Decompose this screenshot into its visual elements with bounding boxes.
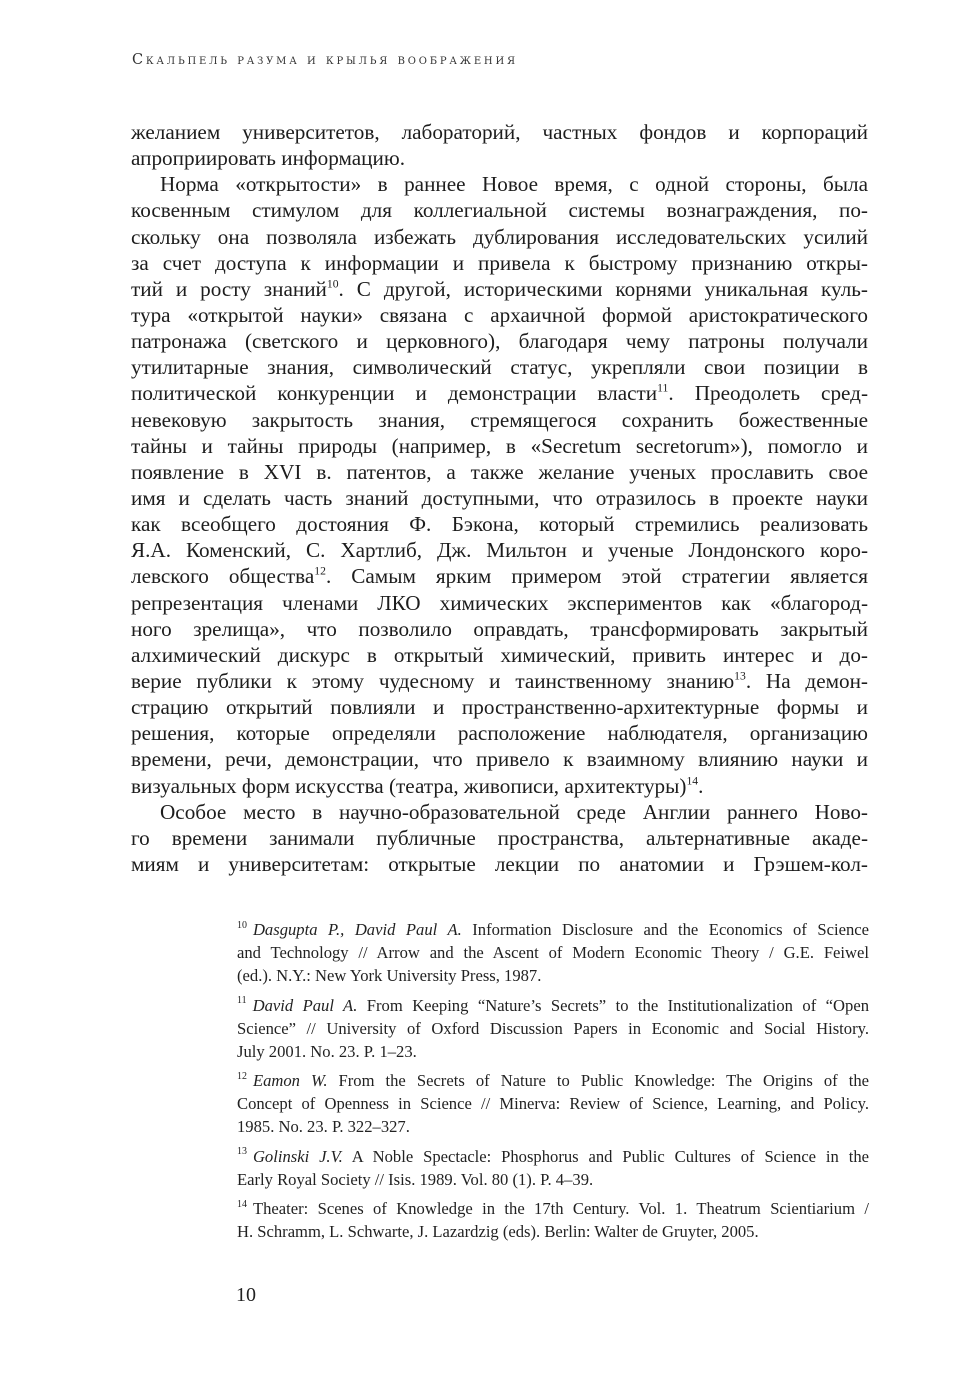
text-line [131, 799, 868, 825]
text-run: . [698, 773, 704, 798]
footnote-ref: 12 [314, 564, 326, 578]
text-run: H. Schramm, L. Schwarte, J. Lazardzig (eds). Berlin: Walter de Gruyter, 2005. [237, 1222, 759, 1241]
footnote [237, 918, 869, 987]
text-run: . С другой, историческими корнями уникальная куль- [338, 276, 868, 301]
text-run: скольку она позволяла избежать дублирования исследовательских усилий [131, 224, 868, 249]
text-line [131, 171, 868, 197]
footnote-line [237, 1168, 869, 1191]
text-run: ного зрелища», что позволило оправдать, трансформировать закрытый [131, 616, 868, 641]
text-line [131, 197, 868, 223]
text-run: 1985. No. 23. P. 322–327. [237, 1117, 410, 1136]
text-line [131, 485, 868, 511]
text-run: патронажа (светского и церковного), благодаря чему патроны получали [131, 329, 868, 354]
footnote-ref: 12 [237, 1070, 247, 1082]
footnote-line [237, 941, 869, 964]
text-line [131, 224, 868, 250]
text-run: желанием университетов, лабораторий, частных фондов и корпораций [131, 120, 868, 144]
text-run: . Преодолеть сред- [668, 381, 868, 406]
text-line [131, 642, 868, 668]
text-run: Concept of Openness in Science // Minerva: Review of Science, Learning, and Policy. [237, 1094, 869, 1113]
footnote-author: Dasgupta P., David Paul A. [252, 920, 462, 939]
text-line [131, 773, 868, 799]
text-run: страцию открытий повлияли и пространственно-архитектурные формы и [131, 695, 868, 720]
text-line [131, 380, 868, 406]
text-run: Норма «открытости» в раннее Новое время, с одной стороны, была [160, 172, 868, 197]
footnote-author: Golinski J.V. [252, 1146, 343, 1166]
text-line [131, 537, 868, 563]
text-run: алхимический дискурс в открытый химический, привить интерес и до- [131, 642, 868, 667]
text-run: имя и сделать часть знаний доступными, что отразилось в проекте науки [131, 485, 868, 510]
text-run: решения, которые определяли расположение наблюдателя, организацию [131, 721, 868, 746]
text-run: (ed.). N.Y.: New York University Press, 1987. [237, 966, 542, 985]
text-run: Science” // University of Oxford Discussion Papers in Economic and Social History. [237, 1018, 869, 1038]
footnote-author: David Paul A. [252, 995, 358, 1015]
footnotes [237, 918, 869, 1250]
text-run: тайны и тайны природы (например, в «Secretum secretorum»), помогло и [131, 433, 868, 458]
footnote-line [237, 1197, 869, 1220]
text-run: го времени занимали публичные пространства, альтернативные акаде- [131, 825, 868, 850]
text-run: Особое место в научно-образовательной среде Англии раннего Ново- [160, 799, 868, 824]
text-line [131, 694, 868, 720]
page-number: 10 [236, 1284, 256, 1306]
text-line [131, 250, 868, 276]
text-run: за счет доступа к информации и привела к быстрому признанию откры- [131, 250, 868, 275]
text-run: невековую закрытость знания, стремящегося сохранить божественные [131, 407, 868, 432]
text-run: как всеобщего достояния Ф. Бэкона, который стремились реализовать [131, 512, 868, 537]
text-line [131, 668, 868, 694]
text-run: Early Royal Society // Isis. 1989. Vol. 80 (1). P. 4–39. [237, 1169, 594, 1189]
text-run: визуальных форм искусства (театра, живописи, архитектуры) [131, 773, 687, 798]
footnote-line [237, 994, 869, 1017]
text-run: . Самым ярким примером этой стратегии является [325, 564, 868, 589]
text-line [131, 825, 868, 851]
footnote-line [237, 1220, 869, 1243]
text-line [131, 851, 868, 877]
text-run: левского общества [131, 564, 315, 589]
text-line [131, 302, 868, 328]
text-line [131, 746, 868, 772]
text-line [131, 276, 868, 302]
footnote-line [237, 1040, 869, 1063]
text-line [131, 328, 868, 354]
text-run: and Technology // Arrow and the Ascent of Modern Economic Theory / G.E. Feiwel [237, 943, 869, 962]
text-run: верие публики к этому чудесному и таинственному знанию [131, 668, 735, 693]
text-run: появление в XVI в. патентов, а также желание ученых прославить свое [131, 459, 868, 484]
text-run: утилитарные знания, символический статус, укрепляли свои позиции в [131, 355, 868, 380]
text-line [131, 145, 868, 171]
footnote-ref: 14 [686, 773, 699, 787]
footnote-line [237, 1145, 869, 1168]
text-run: времени, речи, демонстрации, что привело к взаимному влиянию науки и [131, 747, 868, 772]
footnote-line [237, 1092, 869, 1115]
footnote-ref: 13 [734, 669, 746, 683]
text-run: миям и университетам: открытые лекции по анатомии и Грэшем-кол- [131, 851, 868, 876]
text-line [131, 511, 868, 537]
text-run: репрезентация членами ЛКО химических экспериментов как «благород- [131, 590, 868, 615]
text-run: тий и росту знаний [131, 276, 327, 301]
footnote-ref: 10 [326, 277, 339, 291]
footnote-author: Eamon W. [252, 1071, 328, 1090]
text-run: From Keeping “Nature’s Secrets” to the Institutionalization of “Open [357, 995, 869, 1015]
text-run: Theater: Scenes of Knowledge in the 17th Century. Vol. 1. Theatrum Scientiarium / [252, 1199, 869, 1218]
text-run: косвенным стимулом для коллегиальной системы вознаграждения, по- [131, 198, 868, 223]
footnote-line [237, 1069, 869, 1092]
text-line [131, 354, 868, 380]
footnote-line [237, 1115, 869, 1138]
text-line [131, 563, 868, 589]
footnote-ref: 13 [237, 1146, 247, 1158]
footnote-line [237, 964, 869, 987]
text-line [131, 720, 868, 746]
running-head: Скальпель разума и крылья воображения [132, 52, 518, 68]
text-run: July 2001. No. 23. P. 1–23. [237, 1041, 417, 1061]
footnote-ref: 11 [237, 995, 247, 1007]
text-line [131, 119, 868, 145]
text-run: From the Secrets of Nature to Public Knowledge: The Origins of the [327, 1071, 869, 1090]
text-run: тура «открытой науки» связана с архаичной формой аристократического [131, 302, 868, 327]
text-line [131, 459, 868, 485]
text-run: Я.А. Коменский, С. Хартлиб, Дж. Мильтон и ученые Лондонского коро- [131, 538, 868, 563]
text-line [131, 407, 868, 433]
footnote-ref: 11 [657, 381, 669, 395]
main-text [131, 119, 868, 877]
text-run: . На демон- [745, 668, 868, 693]
footnote-line [237, 918, 869, 941]
footnote [237, 1145, 869, 1191]
footnote [237, 1069, 869, 1138]
text-line [131, 433, 868, 459]
footnote-ref: 14 [237, 1198, 247, 1210]
footnote [237, 994, 869, 1063]
footnote [237, 1197, 869, 1243]
text-run: A Noble Spectacle: Phosphorus and Public Cultures of Science in the [342, 1146, 869, 1166]
footnote-line [237, 1017, 869, 1040]
text-run: политической конкуренции и демонстрации власти [131, 381, 658, 406]
footnote-ref: 10 [237, 919, 247, 931]
text-line [131, 616, 868, 642]
text-run: апроприировать информацию. [131, 146, 405, 171]
text-line [131, 590, 868, 616]
text-run: Information Disclosure and the Economics of Science [461, 920, 869, 939]
